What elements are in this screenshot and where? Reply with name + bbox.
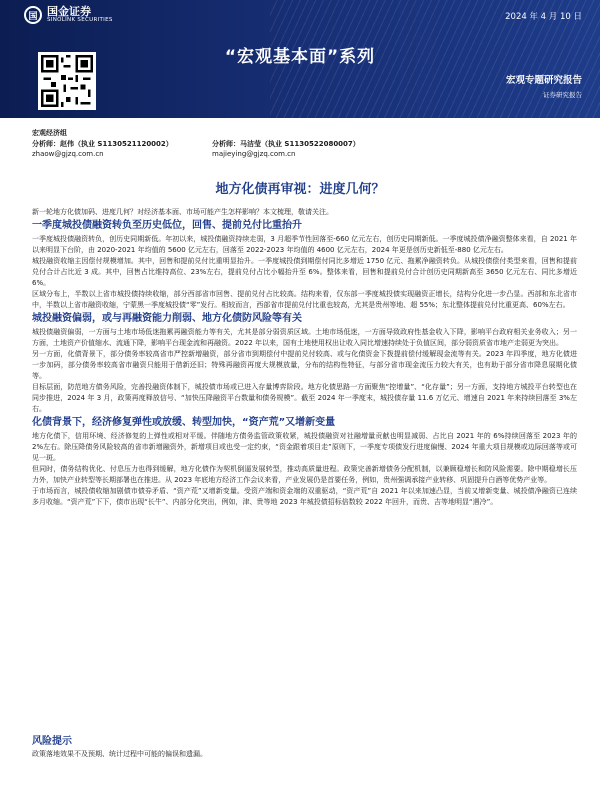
analyst-1: 分析师：赵伟（执业 S1130521120002） xyxy=(32,139,173,148)
section-3-heading: 化债背景下，经济修复弹性或放缓、转型加快，“资产荒”又增新变量 xyxy=(32,417,336,428)
report-date: 2024 年 4 月 10 日 xyxy=(505,12,582,22)
header-banner xyxy=(0,0,600,118)
report-subtype: 证券研究报告 xyxy=(543,91,582,99)
risk-text: 政策落地效果不及预期、统计过程中可能的偏误和遗漏。 xyxy=(32,750,207,758)
section-1-paragraph: 一季度城投债融资转负，创历史同期新低。年初以来，城投债融资持续走弱，3 月超季节性回落至-660 亿元左右，创历史同期新低。一季度城投债净融资整体来看，自 2021 年以来明显下台阶，由 2020-2021 年均值的 5600 亿元左右，回落至 2022-2023 年均值的 4600 亿元左右，2024 年更是创历史新低至-880 亿元左右。 xyxy=(32,235,577,254)
section-3-paragraph: 但同时，债务结构优化、付息压力也得到缓解，地方化债作为契机倒逼发展转型，推动高质量进程。政策完善新增债务分配机制，以兼顾稳增长和防风险需要。除中期稳增长压力外，加快产业转型等长期部署也在推进。从 2023 年底地方经济工作会议来看，产业发展仍是首要任务，例如，贵州强调承接产业转移、巩固提升白酒等优势产业等。 xyxy=(32,465,577,484)
section-3-paragraph: 于市场而言，城投债收缩加剧债市债券矛盾、“资产荒”又增新变量。受资产端和资金端的双重驱动，“资产荒”自 2021 年以来加速凸显，当前又增新变量、城投债净融资已连续多月收缩。“资产荒”下下，债市出现“长牛”、内部分化突出，例如，津、贵等地 2023 年城投债招标倍数较 2022 年回升，而贵、吉等地明显“遇冷”。 xyxy=(32,487,577,506)
section-3-paragraph: 地方化债下，信用环境、经济修复的上弹性或相对平缓。伴随地方债务监管政策收紧，城投债融资对社融增量贡献也明显减弱、占比自 2021 年的 6%持续回落至 2023 年的 2%左右。除压降债务风险较高的省市新增融资外，新增项目或也受一定约束，“资金跟着项目走”原则下，一季度专项债发行进度偏慢、2024 年重大项目规模或边际回落等或可见一斑。 xyxy=(32,432,577,462)
author-block xyxy=(32,128,360,160)
section-2-heading: 城投融资偏弱，或与再融资能力削弱、地方化债防风险等有关 xyxy=(32,313,302,324)
logo-name-en: SINOLINK SECURITIES xyxy=(47,17,113,24)
section-2-paragraph: 城投债融资偏弱，一方面与土地市场低迷拖累再融资能力等有关，尤其是部分弱资质区域。土地市场低迷，一方面导致政府性基金收入下降，影响平台政府相关业务收入；另一方面，土地资产价值缩水、流通下降，影响平台现金流和再融资。2022 年以来，国有土地使用权出让收入同比增速持续处于负值区间，部分弱资质省市地产走弱更为突出。 xyxy=(32,328,577,347)
section-2-paragraph: 另一方面，化债背景下，部分债务率较高省市严控新增融资，部分省市到期偿付中提前兑付较高、或与化债资金下拨提前偿付缓解现金流等有关。2023 年四季度，地方化债进一步加码，部分债务率较高省市融资只能用于借新还旧；特殊再融资再度大规模放量，分布的结构性特征，与部分省市现金流压力较大有关，也有助于部分省市降息展期化债等。 xyxy=(32,350,577,380)
report-body xyxy=(32,207,577,508)
section-1-paragraph: 城投融资收缩主因偿付规模增加。其中，回售和提前兑付比重明显抬升。一季度城投债到期偿付同比多增近 1750 亿元、拖累净融资转负。从城投债偿付类型来看，回售和提前兑付合计占比近 3 成。其中，回售占比维持高位、23%左右，提前兑付占比小幅抬升至 6%。整体来看，回售和提前兑付合计创历史同期新高至 3650 亿元左右、同比多增近 6%。 xyxy=(32,257,577,287)
qr-code-icon xyxy=(38,52,96,110)
risk-heading: 风险提示 xyxy=(32,736,72,747)
intro-text: 新一轮地方化债加码、进度几何？对经济基本面、市场可能产生怎样影响？本文梳理，敬请关注。 xyxy=(32,208,333,216)
series-title: “宏观基本面”系列 xyxy=(224,47,376,67)
section-1-heading: 一季度城投债融资转负至历史低位，回售、提前兑付比重抬升 xyxy=(32,220,302,231)
logo-mark-icon: 国 xyxy=(24,6,42,24)
logo-name-cn: 国金证券 xyxy=(47,5,91,19)
section-1-paragraph: 区域分布上，半数以上省市城投债持续收缩，部分西部省市回售、提前兑付占比较高。结构来看，仅东部一季度城投债实现融资正增长，结构分化进一步凸显。西部和东北省市中，半数以上省市融资收缩，宁蒙黑一季度城投债“零”发行。相较而言，西部省市提前兑付比重也较高，尤其是贵州等地、超 55%；东北整体提前兑付比重更高、60%左右。 xyxy=(32,290,577,309)
author-group: 宏观经济组 xyxy=(32,129,67,137)
company-logo xyxy=(24,6,113,24)
section-2-paragraph: 目标层面，防范地方债务风险，完善投融资体制下，城投债市场或已进入存量博弈阶段。地方化债思路一方面聚焦“控增量”、“化存量”；另一方面，支持地方城投平台转型也在同步推进，2024 年 3 月，政策再度释放信号、“加快压降融资平台数量和债务规模”。截至 2024 年一季度末，城投债存量 11.6 万亿元、增速自 2021 年来持续回落至 3%左右。 xyxy=(32,383,577,413)
analyst-2: 分析师：马洁莹（执业 S1130522080007） xyxy=(212,139,360,148)
page-title: 地方化债再审视：进度几何？ xyxy=(215,182,385,197)
analyst-2-email[interactable]: majieying@gjzq.com.cn xyxy=(212,150,296,158)
report-type: 宏观专题研究报告 xyxy=(505,75,582,86)
analyst-1-email[interactable]: zhaow@gjzq.com.cn xyxy=(32,150,104,158)
